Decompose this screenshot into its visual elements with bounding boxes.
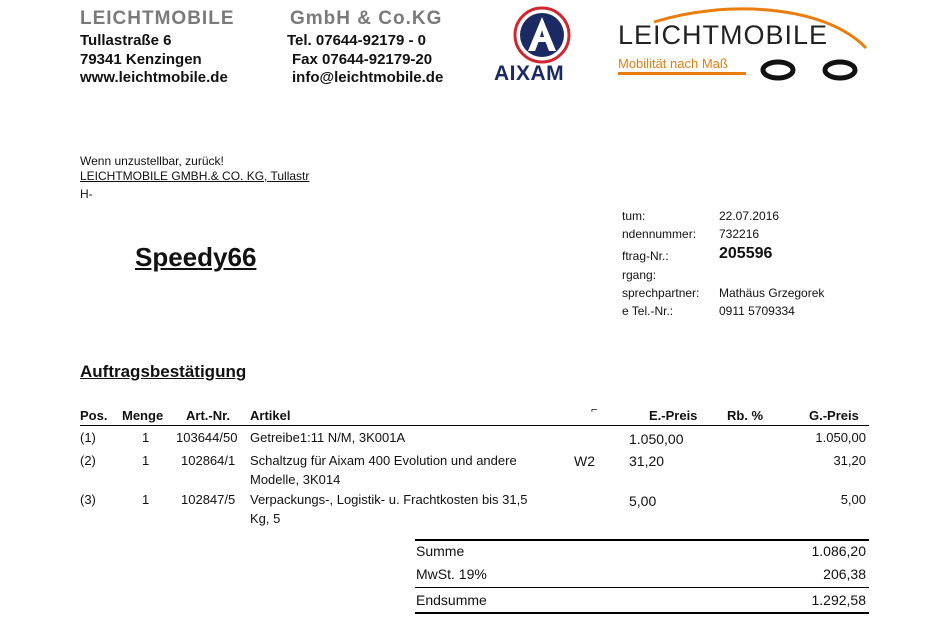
totals-bottom-rule <box>415 612 869 614</box>
mwst-label: MwSt. 19% <box>416 566 487 582</box>
col-header-epreis: E.-Preis <box>649 408 698 423</box>
row2-menge: 1 <box>142 453 150 468</box>
row3-epreis: 5,00 <box>629 493 657 509</box>
info-customer-no-label: ndennummer: <box>622 227 697 241</box>
recipient-fragment: H- <box>80 187 93 201</box>
row3-artikel-line1: Verpackungs-, Logistik- u. Frachtkosten bis 31,5 <box>250 492 528 507</box>
company-street: Tullastraße 6 <box>80 32 172 49</box>
company-name: LEICHTMOBILE <box>80 8 235 29</box>
row2-pos: (2) <box>80 453 96 468</box>
row3-artikel-line2: Kg, 5 <box>250 511 281 526</box>
row1-gpreis: 1.050,00 <box>815 430 866 445</box>
col-header-pos: Pos. <box>80 408 108 423</box>
company-city: 79341 Kenzingen <box>80 51 202 68</box>
document-title: Auftragsbestätigung <box>80 362 247 381</box>
company-fax: Fax 07644-92179-20 <box>292 51 433 68</box>
info-phone-value: 0911 5709334 <box>719 304 795 318</box>
col-header-rabatt: Rb. % <box>727 408 764 423</box>
info-process-label: rgang: <box>622 268 657 282</box>
row1-menge: 1 <box>142 430 150 445</box>
leichtmobile-slogan: Mobilität nach Maß <box>618 56 728 71</box>
row1-artikel: Getreibe1:11 N/M, 3K001A <box>250 430 406 445</box>
slogan-underline <box>618 72 746 75</box>
sender-return-line: LEICHTMOBILE GMBH.& CO. KG, Tullastr <box>80 169 310 183</box>
row2-code: W2 <box>574 453 595 469</box>
info-date-label: tum: <box>622 209 646 223</box>
company-website: www.leichtmobile.de <box>80 69 228 86</box>
company-phone: Tel. 07644-92179 - 0 <box>287 32 426 49</box>
row2-artnr: 102864/1 <box>181 453 236 468</box>
col-header-mark: ⌐ <box>591 404 598 416</box>
totals-mid-rule <box>415 587 869 588</box>
row2-artikel-line1: Schaltzug für Aixam 400 Evolution und andere <box>250 453 517 468</box>
company-email: info@leichtmobile.de <box>292 69 444 86</box>
return-note: Wenn unzustellbar, zurück! <box>80 154 224 168</box>
row2-artikel-line2: Modelle, 3K014 <box>250 472 341 487</box>
row3-menge: 1 <box>142 492 150 507</box>
info-date-value: 22.07.2016 <box>719 209 780 223</box>
info-phone-label: e Tel.-Nr.: <box>622 304 674 318</box>
mwst-value: 206,38 <box>823 566 866 582</box>
info-contact-label: sprechpartner: <box>622 286 700 300</box>
info-order-no-label: ftrag-Nr.: <box>622 249 669 263</box>
row2-epreis: 31,20 <box>629 453 665 469</box>
col-header-artikel: Artikel <box>250 408 291 423</box>
row2-gpreis: 31,20 <box>833 453 866 468</box>
col-header-artnr: Art.-Nr. <box>186 408 231 423</box>
leichtmobile-logo <box>614 4 876 84</box>
row1-artnr: 103644/50 <box>176 430 238 445</box>
leichtmobile-wordmark: LEICHTMOBILE <box>618 20 829 50</box>
aixam-wordmark: AIXAM <box>494 62 565 85</box>
row3-artnr: 102847/5 <box>181 492 236 507</box>
row1-epreis: 1.050,00 <box>629 431 684 447</box>
col-header-gpreis: G.-Preis <box>809 408 859 423</box>
row3-gpreis: 5,00 <box>840 492 866 507</box>
totals-top-rule <box>415 539 869 541</box>
endsumme-value: 1.292,58 <box>811 592 866 608</box>
info-contact-value: Mathäus Grzegorek <box>719 286 825 300</box>
header-rule <box>80 425 869 426</box>
summe-label: Summe <box>416 543 465 559</box>
customer-name: Speedy66 <box>135 242 257 272</box>
info-order-no-value: 205596 <box>719 245 773 262</box>
endsumme-label: Endsumme <box>416 592 487 608</box>
summe-value: 1.086,20 <box>811 543 866 559</box>
aixam-logo <box>492 4 598 88</box>
row3-pos: (3) <box>80 492 96 507</box>
col-header-menge: Menge <box>122 408 164 423</box>
row1-pos: (1) <box>80 430 96 445</box>
info-customer-no-value: 732216 <box>719 227 760 241</box>
company-legal-form: GmbH & Co.KG <box>290 8 443 29</box>
